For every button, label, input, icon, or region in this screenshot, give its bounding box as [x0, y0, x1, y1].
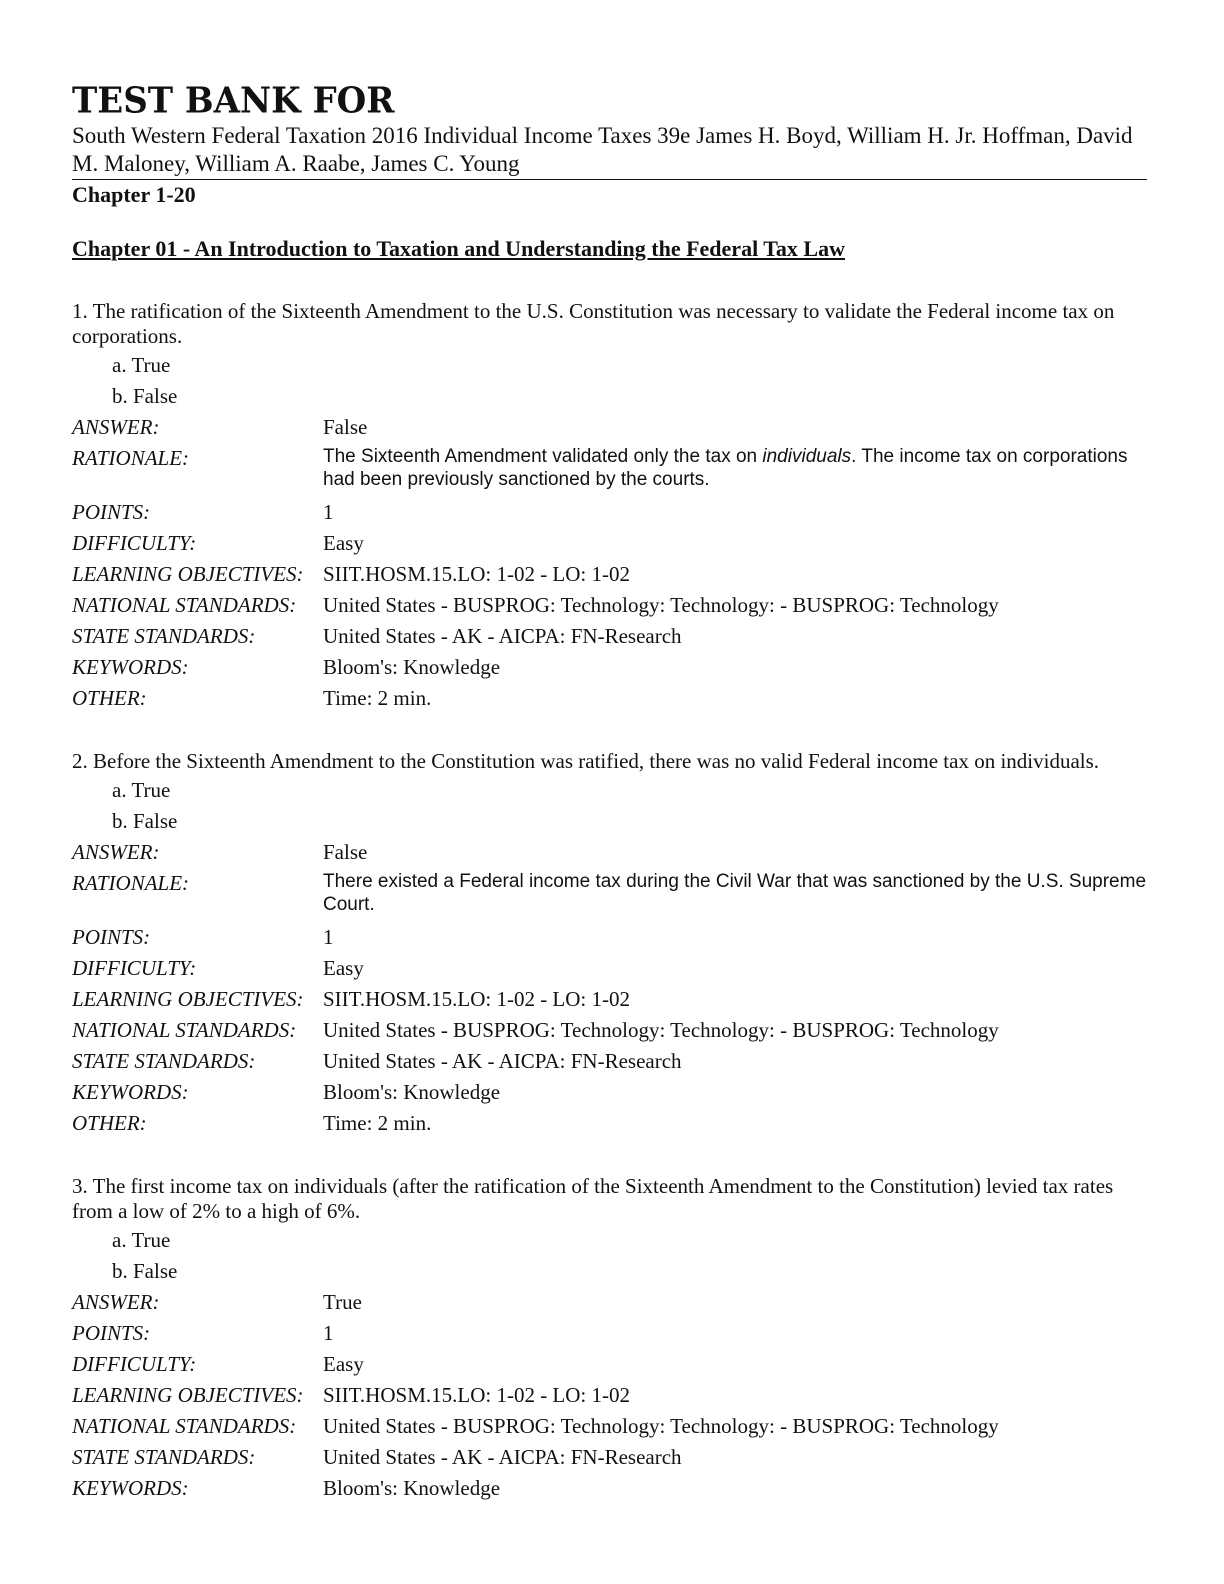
options-list	[72, 775, 1147, 837]
national-standards-label: NATIONAL STANDARDS:	[72, 1018, 297, 1042]
keywords-label: KEYWORDS:	[72, 655, 189, 679]
learning-objectives-value: SIIT.HOSM.15.LO: 1-02 - LO: 1-02	[323, 1383, 631, 1407]
other-value: Time: 2 min.	[323, 1111, 432, 1135]
rationale-text: . The income tax on corporations had been previously sanctioned by the courts.	[323, 446, 1128, 490]
points-label: POINTS:	[72, 925, 151, 949]
difficulty-label: DIFFICULTY:	[72, 531, 197, 555]
question-stem: 1. The ratification of the Sixteenth Amendment to the U.S. Constitution was necessary to validate the Federal income tax on corporations.	[72, 299, 1115, 348]
option-false: b. False	[112, 384, 178, 408]
national-standards-label: NATIONAL STANDARDS:	[72, 1414, 297, 1438]
points-value: 1	[323, 1321, 334, 1345]
points-label: POINTS:	[72, 500, 151, 524]
national-standards-label: NATIONAL STANDARDS:	[72, 593, 297, 617]
banner-title: TEST BANK FOR	[72, 80, 395, 122]
learning-objectives-label: LEARNING OBJECTIVES:	[72, 562, 304, 586]
state-standards-value: United States - AK - AICPA: FN-Research	[323, 1445, 682, 1469]
keywords-value: Bloom's: Knowledge	[323, 1476, 501, 1500]
state-standards-label: STATE STANDARDS:	[72, 624, 256, 648]
rationale-emphasis: individuals	[762, 446, 852, 467]
points-value: 1	[323, 500, 334, 524]
options-list	[72, 1225, 1147, 1287]
option-true: a. True	[112, 778, 171, 802]
answer-label: ANSWER:	[72, 415, 160, 439]
difficulty-label: DIFFICULTY:	[72, 1352, 197, 1376]
state-standards-label: STATE STANDARDS:	[72, 1445, 256, 1469]
question-metadata	[72, 1287, 1147, 1504]
national-standards-value: United States - BUSPROG: Technology: Technology: - BUSPROG: Technology	[323, 593, 999, 617]
keywords-value: Bloom's: Knowledge	[323, 1080, 501, 1104]
rationale-value: There existed a Federal income tax during the Civil War that was sanctioned by the U.S. Supreme Court.	[323, 871, 1147, 915]
national-standards-value: United States - BUSPROG: Technology: Technology: - BUSPROG: Technology	[323, 1018, 999, 1042]
other-label: OTHER:	[72, 686, 147, 710]
question-stem: 3. The first income tax on individuals (after the ratification of the Sixteenth Amendment to the Constitution) levied tax rates from a low of 2% to a high of 6%.	[72, 1174, 1114, 1223]
question-1	[72, 299, 1147, 714]
difficulty-value: Easy	[323, 1352, 364, 1376]
answer-value: True	[323, 1290, 362, 1314]
state-standards-value: United States - AK - AICPA: FN-Research	[323, 624, 682, 648]
question-metadata	[72, 837, 1147, 1139]
answer-label: ANSWER:	[72, 1290, 160, 1314]
learning-objectives-label: LEARNING OBJECTIVES:	[72, 987, 304, 1011]
rationale-label: RATIONALE:	[72, 446, 190, 470]
question-3	[72, 1174, 1147, 1504]
points-label: POINTS:	[72, 1321, 151, 1345]
keywords-value: Bloom's: Knowledge	[323, 655, 501, 679]
keywords-label: KEYWORDS:	[72, 1476, 189, 1500]
state-standards-value: United States - AK - AICPA: FN-Research	[323, 1049, 682, 1073]
learning-objectives-value: SIIT.HOSM.15.LO: 1-02 - LO: 1-02	[323, 562, 631, 586]
chapter-range: Chapter 1-20	[72, 182, 196, 207]
difficulty-value: Easy	[323, 531, 364, 555]
question-stem: 2. Before the Sixteenth Amendment to the Constitution was ratified, there was no valid Federal income tax on individuals.	[72, 749, 1100, 773]
answer-value: False	[323, 840, 368, 864]
difficulty-value: Easy	[323, 956, 364, 980]
points-value: 1	[323, 925, 334, 949]
question-metadata	[72, 412, 1147, 714]
other-label: OTHER:	[72, 1111, 147, 1135]
other-value: Time: 2 min.	[323, 686, 432, 710]
option-true: a. True	[112, 353, 171, 377]
book-subtitle: South Western Federal Taxation 2016 Individual Income Taxes 39e James H. Boyd, William H. Jr. Hoffman, David M. Maloney, William A. Raabe, James C. Young	[72, 122, 1147, 180]
rationale-text: The Sixteenth Amendment validated only the tax on	[323, 446, 763, 467]
answer-value: False	[323, 415, 368, 439]
rationale-label: RATIONALE:	[72, 871, 190, 895]
question-2	[72, 749, 1147, 1139]
options-list	[72, 350, 1147, 412]
chapter-heading: Chapter 01 - An Introduction to Taxation and Understanding the Federal Tax Law	[72, 236, 845, 261]
option-true: a. True	[112, 1228, 171, 1252]
learning-objectives-value: SIIT.HOSM.15.LO: 1-02 - LO: 1-02	[323, 987, 631, 1011]
keywords-label: KEYWORDS:	[72, 1080, 189, 1104]
document-page	[72, 80, 1147, 1504]
state-standards-label: STATE STANDARDS:	[72, 1049, 256, 1073]
national-standards-value: United States - BUSPROG: Technology: Technology: - BUSPROG: Technology	[323, 1414, 999, 1438]
answer-label: ANSWER:	[72, 840, 160, 864]
option-false: b. False	[112, 1259, 178, 1283]
option-false: b. False	[112, 809, 178, 833]
rationale-value	[323, 443, 1147, 497]
learning-objectives-label: LEARNING OBJECTIVES:	[72, 1383, 304, 1407]
difficulty-label: DIFFICULTY:	[72, 956, 197, 980]
